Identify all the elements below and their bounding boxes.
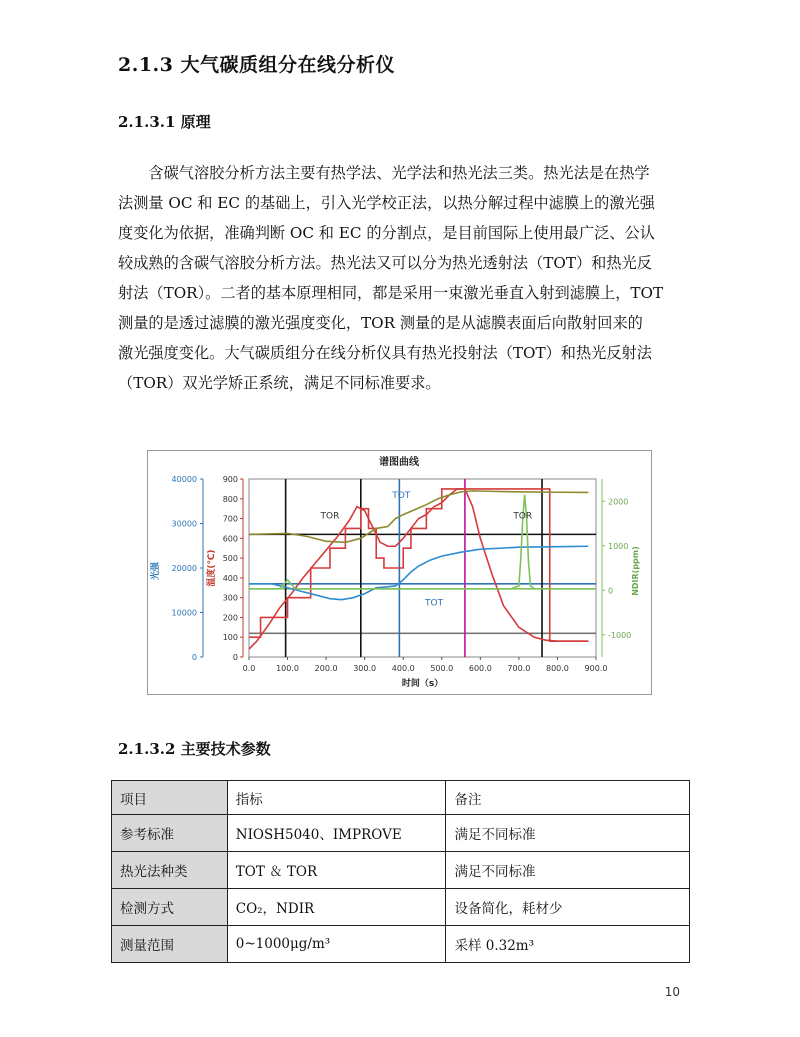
temp-tick-label: 200: [222, 613, 238, 623]
x-tick-label: 400.0: [391, 664, 415, 673]
temp-axis-label: 温度(℃): [207, 549, 217, 587]
ndir-tick-label: 2000: [608, 497, 629, 507]
table-cell: TOT ＆ TOR: [227, 852, 446, 889]
table-cell: 0~1000μg/m³: [227, 926, 446, 963]
paragraph-line: 测量的是透过滤膜的激光强度变化，TOR 测量的是从滤膜表面后向散射回来的: [118, 314, 643, 332]
ndir-tick-label: 0: [608, 586, 614, 596]
ndir-axis-label: NDIR(ppm): [631, 546, 640, 596]
table-cell: 热光法种类: [112, 852, 228, 889]
paragraph-line: 激光强度变化。大气碳质组分在线分析仪具有热光投射法（TOT）和热光反射法: [118, 344, 652, 362]
temp-tick-label: 900: [222, 475, 238, 484]
temp-tick-label: 600: [222, 534, 238, 544]
temp-tick-label: 700: [222, 514, 238, 524]
paragraph-line: 度变化为依据，准确判断 OC 和 EC 的分割点，是目前国际上使用最广泛、公认: [118, 224, 655, 242]
paragraph-line: （TOR）双光学矫正系统，满足不同标准要求。: [118, 374, 441, 392]
table-cell: 项目: [112, 781, 228, 815]
x-tick-label: 100.0: [276, 664, 300, 673]
intensity-tick-label: 30000: [171, 519, 197, 529]
table-cell: 检测方式: [112, 889, 228, 926]
x-tick-label: 200.0: [314, 664, 338, 673]
table-row: [112, 815, 690, 852]
table-row: [112, 889, 690, 926]
x-tick-label: 500.0: [430, 664, 454, 673]
table-cell: NIOSH5040、IMPROVE: [227, 815, 446, 852]
paragraph-line: 含碳气溶胶分析方法主要有热学法、光学法和热光法三类。热光法是在热学: [118, 164, 650, 182]
chart-annotation: TOT: [392, 490, 411, 501]
x-tick-label: 600.0: [468, 664, 492, 673]
ndir-tick-label: 1000: [608, 541, 629, 551]
paragraph-line: 法测量 OC 和 EC 的基础上，引入光学校正法，以热分解过程中滤膜上的激光强: [118, 194, 655, 212]
section-heading: 2.1.3 大气碳质组分在线分析仪: [118, 54, 396, 76]
subsection-heading-params: 2.1.3.2 主要技术参数: [118, 740, 271, 758]
temp-tick-label: 500: [222, 554, 238, 564]
table-header-row: [112, 781, 690, 815]
table-cell: 参考标准: [112, 815, 228, 852]
technical-params-table: [111, 780, 690, 963]
temp-tick-label: 0: [232, 653, 238, 662]
paragraph-line: 射法（TOR）。二者的基本原理相同，都是采用一束激光垂直入射到滤膜上，TOT: [118, 284, 664, 302]
subsection-heading-principle: 2.1.3.1 原理: [118, 113, 211, 131]
table-row: [112, 926, 690, 963]
x-tick-label: 300.0: [353, 664, 377, 673]
table-row: [112, 852, 690, 889]
temp-tick-label: 800: [222, 494, 238, 504]
x-tick-label: 700.0: [507, 664, 531, 673]
x-axis-label: 时间（s）: [401, 679, 444, 689]
paragraph-line: 较成熟的含碳气溶胶分析方法。热光法又可以分为热光透射法（TOT）和热光反: [118, 254, 652, 272]
table-cell: 备注: [446, 781, 690, 815]
temp-tick-label: 100: [222, 633, 238, 643]
intensity-axis-label: 光强: [151, 561, 161, 581]
spectrum-chart-svg: [148, 451, 651, 694]
page-number: 10: [664, 985, 680, 999]
chart-annotation: TOR: [320, 511, 340, 522]
table-cell: 满足不同标准: [446, 852, 690, 889]
ndir-tick-label: -1000: [608, 630, 632, 640]
intensity-tick-label: 0: [191, 653, 197, 662]
intensity-tick-label: 10000: [171, 608, 197, 618]
x-tick-label: 0.0: [242, 664, 256, 673]
temp-tick-label: 400: [222, 573, 238, 583]
chart-annotation: TOT: [425, 598, 444, 609]
temp-tick-label: 300: [222, 593, 238, 603]
table-cell: CO₂，NDIR: [227, 889, 446, 926]
x-tick-label: 800.0: [545, 664, 569, 673]
chart-title: 谱图曲线: [379, 457, 419, 468]
table-cell: 设备简化，耗材少: [446, 889, 690, 926]
intensity-tick-label: 40000: [171, 475, 197, 484]
table-cell: 指标: [227, 781, 446, 815]
table-cell: 测量范围: [112, 926, 228, 963]
table-cell: 满足不同标准: [446, 815, 690, 852]
principle-paragraph: [118, 158, 684, 398]
spectrum-chart: [147, 450, 652, 695]
chart-annotation: TOR: [513, 511, 533, 522]
table-cell: 采样 0.32m³: [446, 926, 690, 963]
intensity-tick-label: 20000: [171, 564, 197, 573]
x-tick-label: 900.0: [584, 664, 608, 673]
